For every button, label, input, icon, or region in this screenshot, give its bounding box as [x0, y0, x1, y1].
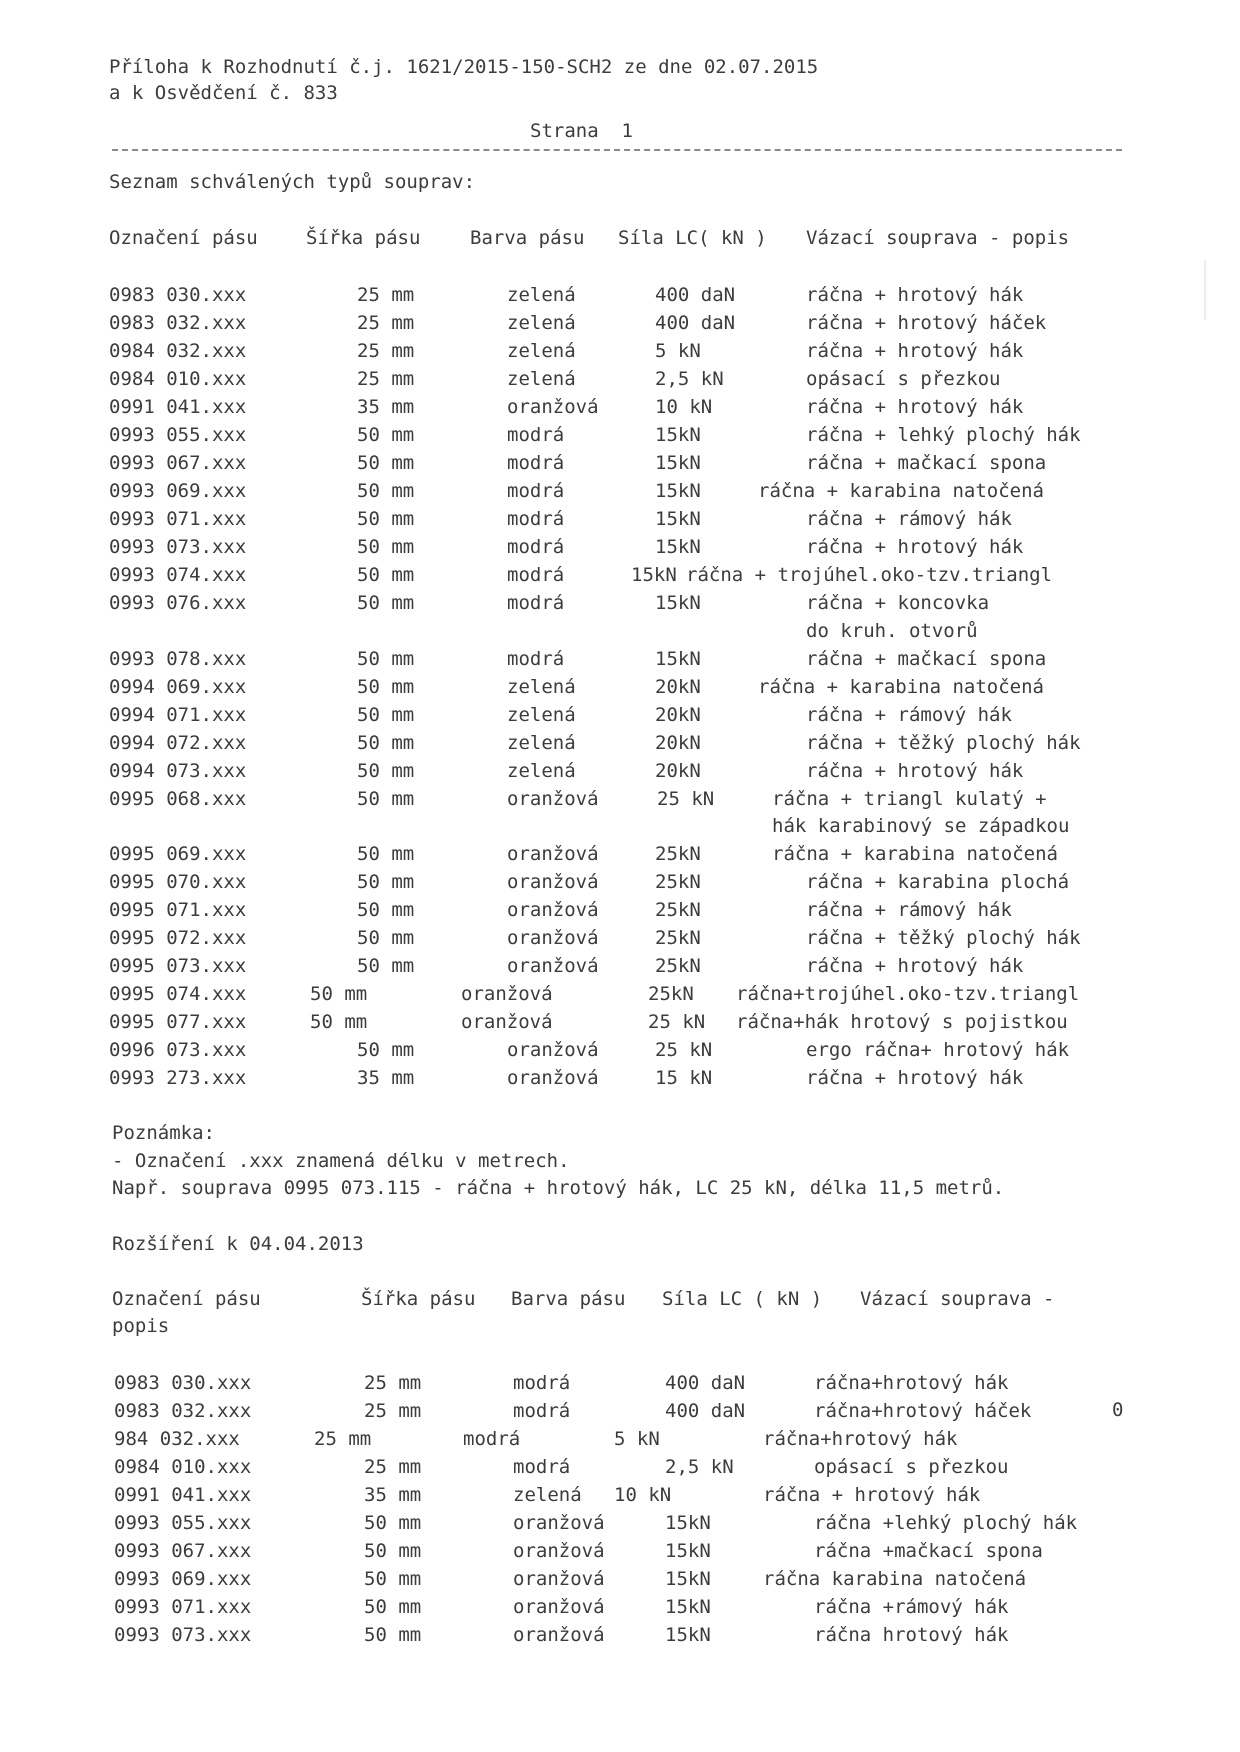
table-row-color: oranžová [507, 1039, 599, 1061]
table-row-code: 0983 030.xxx [109, 284, 247, 306]
ext-row-code: 0993 055.xxx [114, 1512, 252, 1534]
table-row-width: 50 mm [357, 760, 415, 782]
table-row-code: 0984 032.xxx [109, 340, 247, 362]
table-row-force: 400 daN [655, 284, 736, 306]
table-row-code: 0993 073.xxx [109, 536, 247, 558]
table-row-width: 50 mm [357, 424, 415, 446]
table-row-desc: ráčna + karabina plochá [806, 871, 1070, 893]
table-row-code: 0993 069.xxx [109, 480, 247, 502]
table-row-width: 25 mm [357, 312, 415, 334]
ext-row-color: modrá [463, 1428, 521, 1450]
table-row-width: 50 mm [310, 1011, 368, 1033]
ext-col-header-sirka: Šířka pásu [361, 1288, 476, 1310]
table-row-color: zelená [507, 704, 576, 726]
table-row-color: modrá [507, 480, 565, 502]
ext-row-code: 0984 010.xxx [114, 1456, 252, 1478]
table-row-desc: ráčna + hrotový hák [806, 340, 1024, 362]
table-row-code: 0993 071.xxx [109, 508, 247, 530]
header-line-1: Příloha k Rozhodnutí č.j. 1621/2015-150-SCH2 ze dne 02.07.2015 [109, 56, 819, 78]
ext-row-desc: opásací s přezkou [814, 1456, 1009, 1478]
table-row-code: 0993 055.xxx [109, 424, 247, 446]
table-row-desc: ráčna + karabina natočená [758, 480, 1044, 502]
table-row-width: 50 mm [357, 536, 415, 558]
table-row-code: 0993 273.xxx [109, 1067, 247, 1089]
table-row-force: 20kN [655, 760, 701, 782]
ext-row-force: 15kN [665, 1512, 711, 1534]
ext-row-desc: ráčna+hrotový hák [814, 1372, 1009, 1394]
ext-row-desc: ráčna +rámový hák [814, 1596, 1009, 1618]
table-row-width: 50 mm [357, 927, 415, 949]
table-row-force: 15kN [655, 424, 701, 446]
table-row-color: oranžová [507, 788, 599, 810]
ext-row-desc: ráčna+hrotový hák [763, 1428, 958, 1450]
ext-row-color: zelená [513, 1484, 582, 1506]
ext-row-code: 0993 067.xxx [114, 1540, 252, 1562]
table-row-color: modrá [507, 508, 565, 530]
table-row-code: 0983 032.xxx [109, 312, 247, 334]
table-row-width: 50 mm [357, 508, 415, 530]
table-row-color: modrá [507, 536, 565, 558]
ext-row-width: 25 mm [364, 1400, 422, 1422]
table-row-force: 25kN [648, 983, 694, 1005]
ext-col-header-oznaceni: Označení pásu [112, 1288, 261, 1310]
table-row-desc: opásací s přezkou [806, 368, 1001, 390]
table-row-width: 25 mm [357, 340, 415, 362]
table-row-force: 25kN [655, 871, 701, 893]
ext-row-desc: ráčna hrotový hák [814, 1624, 1009, 1646]
table-row-color: oranžová [507, 927, 599, 949]
ext-row-color: oranžová [513, 1540, 605, 1562]
table-row-desc: ráčna + hrotový hák [806, 536, 1024, 558]
col-header-oznaceni: Označení pásu [109, 227, 258, 249]
table-row-force: 25kN [655, 927, 701, 949]
ext-row-desc: ráčna +lehký plochý hák [814, 1512, 1078, 1534]
table-row-color: zelená [507, 312, 576, 334]
table-row-code: 0995 077.xxx [109, 1011, 247, 1033]
table-row-color: oranžová [507, 843, 599, 865]
ext-row-width: 50 mm [364, 1512, 422, 1534]
ext-row-force: 400 daN [665, 1372, 746, 1394]
table-row-desc-cont: hák karabinový se západkou [772, 815, 1070, 837]
table-row-code: 0995 072.xxx [109, 927, 247, 949]
ext-row-width: 50 mm [364, 1540, 422, 1562]
ext-row-desc: ráčna karabina natočená [763, 1568, 1027, 1590]
table-row-force: 15kN [655, 508, 701, 530]
table-row-width: 50 mm [357, 732, 415, 754]
table-row-desc: ráčna + koncovka [806, 592, 990, 614]
table-row-code: 0995 071.xxx [109, 899, 247, 921]
table-row-code: 0994 073.xxx [109, 760, 247, 782]
ext-row-force: 15kN [665, 1568, 711, 1590]
table-row-desc: ráčna + hrotový hák [806, 955, 1024, 977]
list-title: Seznam schválených typů souprav: [109, 171, 476, 193]
ext-row-code: 0991 041.xxx [114, 1484, 252, 1506]
scan-artifact [1204, 260, 1206, 320]
table-row-width: 50 mm [357, 704, 415, 726]
ext-row-code: 0993 073.xxx [114, 1624, 252, 1646]
col-header-sila: Síla LC( kN ) [618, 227, 767, 249]
ext-row-code: 0993 069.xxx [114, 1568, 252, 1590]
ext-row-code: 0993 071.xxx [114, 1596, 252, 1618]
ext-row-force: 15kN [665, 1624, 711, 1646]
ext-row-code: 0983 032.xxx [114, 1400, 252, 1422]
table-row-desc: ráčna + lehký plochý hák [806, 424, 1081, 446]
table-row-desc: ráčna + karabina natočená [758, 676, 1044, 698]
ext-row-force: 5 kN [614, 1428, 660, 1450]
col-header-sirka: Šířka pásu [306, 227, 421, 249]
table-row-desc: ráčna + triangl kulatý + [772, 788, 1047, 810]
note-line-2: Např. souprava 0995 073.115 - ráčna + hrotový hák, LC 25 kN, délka 11,5 metrů. [112, 1177, 1005, 1199]
table-row-desc: ráčna + rámový hák [806, 704, 1012, 726]
table-row-code: 0991 041.xxx [109, 396, 247, 418]
table-row-code: 0995 073.xxx [109, 955, 247, 977]
ext-row-force: 2,5 kN [665, 1456, 734, 1478]
table-row-width: 50 mm [357, 592, 415, 614]
table-row-force: 15 kN [655, 1067, 713, 1089]
table-row-desc: ráčna+trojúhel.oko-tzv.triangl [736, 983, 1080, 1005]
table-row-desc: ráčna + mačkací spona [806, 452, 1047, 474]
table-row-code: 0995 069.xxx [109, 843, 247, 865]
table-row-desc: ráčna + hrotový hák [806, 1067, 1024, 1089]
table-row-code: 0995 068.xxx [109, 788, 247, 810]
ext-row-color: oranžová [513, 1512, 605, 1534]
table-row-desc: ráčna + rámový hák [806, 899, 1012, 921]
table-row-width: 25 mm [357, 368, 415, 390]
table-row-code: 0995 074.xxx [109, 983, 247, 1005]
table-row-width: 50 mm [357, 843, 415, 865]
table-row-width: 50 mm [310, 983, 368, 1005]
ext-row-desc: ráčna +mačkací spona [814, 1540, 1043, 1562]
table-row-width: 50 mm [357, 788, 415, 810]
table-row-desc: ráčna + hrotový hák [806, 396, 1024, 418]
table-row-code: 0993 067.xxx [109, 452, 247, 474]
table-row-width: 50 mm [357, 452, 415, 474]
ext-col-header-popis: Vázací souprava - [860, 1288, 1055, 1310]
ext-row-force: 15kN [665, 1596, 711, 1618]
table-row-force: 25 kN [655, 1039, 713, 1061]
table-row-force: 400 daN [655, 312, 736, 334]
ext-row-color: oranžová [513, 1624, 605, 1646]
col-header-barva: Barva pásu [470, 227, 585, 249]
table-row-desc: ráčna + hrotový hák [806, 760, 1024, 782]
table-row-force: 15kN [655, 648, 701, 670]
table-row-force: 25kN [655, 843, 701, 865]
table-row-color: modrá [507, 424, 565, 446]
ext-row-code: 984 032.xxx [114, 1428, 240, 1450]
table-row-color: zelená [507, 340, 576, 362]
ext-row-code: 0983 030.xxx [114, 1372, 252, 1394]
ext-row-force: 10 kN [614, 1484, 672, 1506]
ext-row-width: 35 mm [364, 1484, 422, 1506]
table-row-force: 20kN [655, 676, 701, 698]
header-line-2: a k Osvědčení č. 833 [109, 82, 338, 104]
table-row-code: 0994 071.xxx [109, 704, 247, 726]
table-row-color: modrá [507, 592, 565, 614]
ext-row-width: 50 mm [364, 1624, 422, 1646]
table-row-desc: ráčna + karabina natočená [772, 843, 1058, 865]
table-row-force: 15kN [655, 592, 701, 614]
ext-row-force: 400 daN [665, 1400, 746, 1422]
table-row-code: 0984 010.xxx [109, 368, 247, 390]
table-row-force: 15kN [631, 564, 677, 586]
table-row-force: 15kN [655, 480, 701, 502]
note-title: Poznámka: [112, 1122, 215, 1144]
table-row-desc: ráčna + hrotový háček [806, 312, 1047, 334]
ext-row-color: oranžová [513, 1568, 605, 1590]
table-row-force: 15kN [655, 452, 701, 474]
table-row-force: 20kN [655, 732, 701, 754]
table-row-code: 0994 072.xxx [109, 732, 247, 754]
separator-line [112, 149, 1122, 151]
table-row-width: 50 mm [357, 480, 415, 502]
table-row-desc: ráčna + těžký plochý hák [806, 927, 1081, 949]
table-row-force: 15kN [655, 536, 701, 558]
ext-col-header-barva: Barva pásu [511, 1288, 626, 1310]
ext-row-width: 50 mm [364, 1596, 422, 1618]
table-row-desc: ráčna + hrotový hák [806, 284, 1024, 306]
note-line-1: - Označení .xxx znamená délku v metrech. [112, 1150, 570, 1172]
table-row-width: 50 mm [357, 1039, 415, 1061]
extension-title: Rozšíření k 04.04.2013 [112, 1233, 364, 1255]
ext-row-width: 25 mm [364, 1456, 422, 1478]
table-row-force: 25 kN [648, 1011, 706, 1033]
table-row-force: 25kN [655, 955, 701, 977]
table-row-desc: ráčna + mačkací spona [806, 648, 1047, 670]
table-row-force: 2,5 kN [655, 368, 724, 390]
table-row-color: oranžová [507, 899, 599, 921]
table-row-color: modrá [507, 452, 565, 474]
table-row-width: 35 mm [357, 1067, 415, 1089]
table-row-force: 20kN [655, 704, 701, 726]
table-row-width: 25 mm [357, 284, 415, 306]
ext-row-color: modrá [513, 1372, 571, 1394]
stray-character: 0 [1112, 1399, 1124, 1421]
table-row-color: oranžová [507, 396, 599, 418]
ext-col-header-popis-cont: popis [112, 1315, 170, 1337]
ext-row-color: oranžová [513, 1596, 605, 1618]
col-header-popis: Vázací souprava - popis [806, 227, 1070, 249]
table-row-color: zelená [507, 284, 576, 306]
ext-row-desc: ráčna + hrotový hák [763, 1484, 981, 1506]
ext-row-width: 25 mm [364, 1372, 422, 1394]
ext-row-force: 15kN [665, 1540, 711, 1562]
table-row-width: 50 mm [357, 871, 415, 893]
page-number: Strana 1 [530, 120, 633, 142]
ext-row-color: modrá [513, 1400, 571, 1422]
table-row-code: 0993 076.xxx [109, 592, 247, 614]
table-row-desc: ráčna + trojúhel.oko-tzv.triangl [686, 564, 1053, 586]
ext-col-header-sila: Síla LC ( kN ) [662, 1288, 823, 1310]
table-row-color: modrá [507, 648, 565, 670]
table-row-code: 0993 078.xxx [109, 648, 247, 670]
table-row-width: 50 mm [357, 955, 415, 977]
table-row-code: 0993 074.xxx [109, 564, 247, 586]
table-row-force: 25kN [655, 899, 701, 921]
table-row-color: oranžová [507, 1067, 599, 1089]
table-row-color: oranžová [461, 1011, 553, 1033]
table-row-color: zelená [507, 732, 576, 754]
table-row-code: 0996 073.xxx [109, 1039, 247, 1061]
table-row-force: 10 kN [655, 396, 713, 418]
ext-row-color: modrá [513, 1456, 571, 1478]
table-row-desc: ráčna+hák hrotový s pojistkou [736, 1011, 1068, 1033]
table-row-color: oranžová [507, 871, 599, 893]
table-row-force: 25 kN [657, 788, 715, 810]
table-row-desc-cont: do kruh. otvorů [806, 620, 978, 642]
table-row-width: 50 mm [357, 899, 415, 921]
table-row-desc: ráčna + rámový hák [806, 508, 1012, 530]
table-row-color: zelená [507, 368, 576, 390]
table-row-width: 50 mm [357, 648, 415, 670]
table-row-width: 35 mm [357, 396, 415, 418]
table-row-width: 50 mm [357, 564, 415, 586]
table-row-color: zelená [507, 676, 576, 698]
table-row-color: oranžová [507, 955, 599, 977]
table-row-color: zelená [507, 760, 576, 782]
ext-row-desc: ráčna+hrotový háček [814, 1400, 1032, 1422]
table-row-color: oranžová [461, 983, 553, 1005]
table-row-desc: ráčna + těžký plochý hák [806, 732, 1081, 754]
table-row-color: modrá [507, 564, 565, 586]
table-row-width: 50 mm [357, 676, 415, 698]
table-row-desc: ergo ráčna+ hrotový hák [806, 1039, 1070, 1061]
table-row-code: 0995 070.xxx [109, 871, 247, 893]
table-row-force: 5 kN [655, 340, 701, 362]
table-row-code: 0994 069.xxx [109, 676, 247, 698]
ext-row-width: 50 mm [364, 1568, 422, 1590]
ext-row-width: 25 mm [314, 1428, 372, 1450]
